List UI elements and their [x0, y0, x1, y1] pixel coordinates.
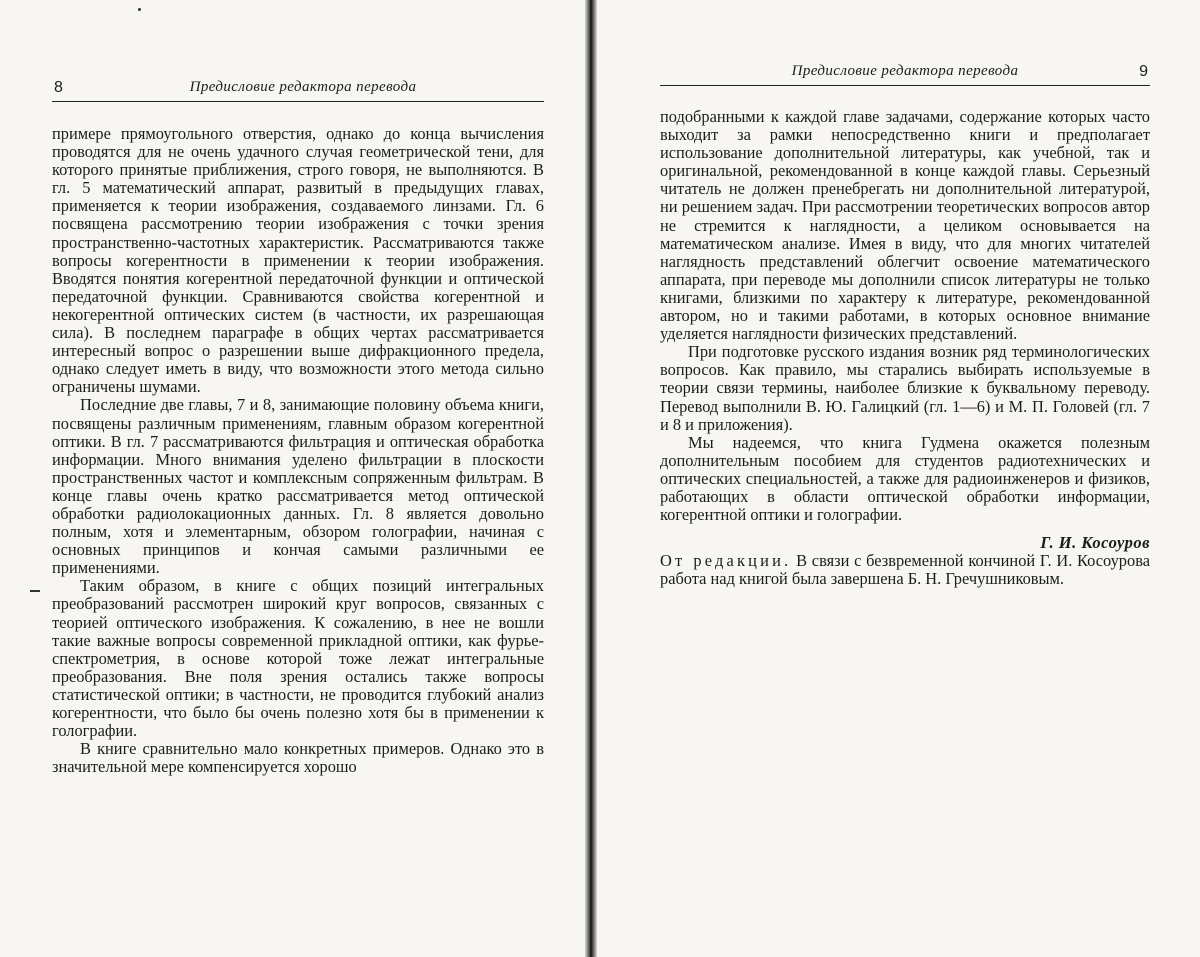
left-paragraph-1: примере прямоугольного отверстия, однако до конца вычисления проводятся для не очень удачного случая геометрической тени, для которого принятые приближения, строго говоря, не выполняются. В гл. 5 математический аппарат, развитый в предыдущих главах, применяется к теории изображения, создаваемого линзами. Гл. 6 посвящена рассмотрению теории изображения с точки зрения пространственно-частотных характеристик. Рассматриваются также вопросы когерентности в применении к теории изображения. Вводятся понятия когерентной передаточной функции и оптической передаточной функции. Сравниваются свойства когерентной и некогерентной оптических систем (в частности, их разрешающая сила). В последнем параграфе в общих чертах рассматривается интересный вопрос о разрешении выше дифракционного предела, однако следует иметь в виду, что возможности этого метода сильно ограничены шумами. [52, 124, 544, 397]
left-page-header [52, 79, 544, 102]
signature: Г. И. Косоуров [1040, 533, 1150, 553]
right-page-header [660, 63, 1150, 86]
left-page-number: 8 [54, 79, 63, 96]
right-body-text [660, 108, 1150, 588]
right-page [660, 0, 1150, 957]
left-paragraph-4: В книге сравнительно мало конкретных примеров. Однако это в значительной мере компенсируется хорошо [52, 739, 544, 777]
left-page [52, 0, 544, 957]
book-gutter [585, 0, 597, 957]
editor-note [660, 552, 1150, 588]
editor-note-text: В связи с безвременной кончиной Г. И. Косоурова работа над книгой была завершена Б. Н. Гречушниковым. [660, 551, 1150, 589]
editor-note-lead: От редакции. [660, 551, 792, 571]
left-body-text [52, 125, 544, 776]
right-page-number: 9 [1139, 63, 1148, 80]
left-paragraph-2: Последние две главы, 7 и 8, занимающие половину объема книги, посвящены различным применениям, главным образом когерентной оптики. В гл. 7 рассматриваются фильтрация и оптическая обработка информации. Много внимания уделено фильтрации в плоскости пространственных частот и комплексным сопряженным фильтрам. В конце главы очень кратко рассматривается метод оптической обработки радиолокационных данных. Гл. 8 является довольно полным, хотя и элементарным, обзором голографии, начиная с основных принципов и кончая самыми различными ее применениями. [52, 395, 544, 578]
right-paragraph-1: подобранными к каждой главе задачами, содержание которых часто выходит за рамки непосредственно книги и предполагает использование дополнительной литературы, как учебной, так и оригинальной, рекомендованной в конце каждой главы. Серьезный читатель не должен пренебрегать ни дополнительной литературой, ни решением задач. При рассмотрении теоретических вопросов автор не стремится к наглядности, а целиком основывается на математическом анализе. Имея в виду, что для многих читателей наглядность представлений облегчит освоение математического аппарата, при переводе мы дополнили список литературы не только книгами, близкими по характеру к литературе, рекомендованной автором, но и такими работами, в которых основное внимание уделяется наглядности физических представлений. [660, 107, 1150, 344]
right-paragraph-2: При подготовке русского издания возник ряд терминологических вопросов. Как правило, мы старались выбирать используемые в теории связи термины, наиболее близкие к буквальному переводу. Перевод выполнили В. Ю. Галицкий (гл. 1—6) и М. П. Головей (гл. 7 и 8 и приложения). [660, 342, 1150, 434]
right-paragraph-3: Мы надеемся, что книга Гудмена окажется полезным дополнительным пособием для студентов радиотехнических и оптических специальностей, а также для радиоинженеров и физиков, работающих в области оптической обработки информации, когерентной оптики и голографии. [660, 432, 1150, 525]
left-paragraph-3: Таким образом, в книге с общих позиций интегральных преобразований рассмотрен широкий круг вопросов, связанных с теорией оптического изображения. К сожалению, в нее не вошли такие важные вопросы современной прикладной оптики, как фурье-спектрометрия, в основе которой тоже лежат интегральные преобразования. Вне поля зрения остались также вопросы статистической оптики; в частности, не проводится глубокий анализ когерентности, что было бы очень полезно хотя бы в применении к голографии. [52, 576, 544, 741]
left-running-title: Предисловие редактора перевода [189, 79, 417, 95]
right-running-title: Предисловие редактора перевода [791, 63, 1019, 79]
scan-speck [138, 8, 141, 11]
scan-speck [30, 590, 40, 592]
